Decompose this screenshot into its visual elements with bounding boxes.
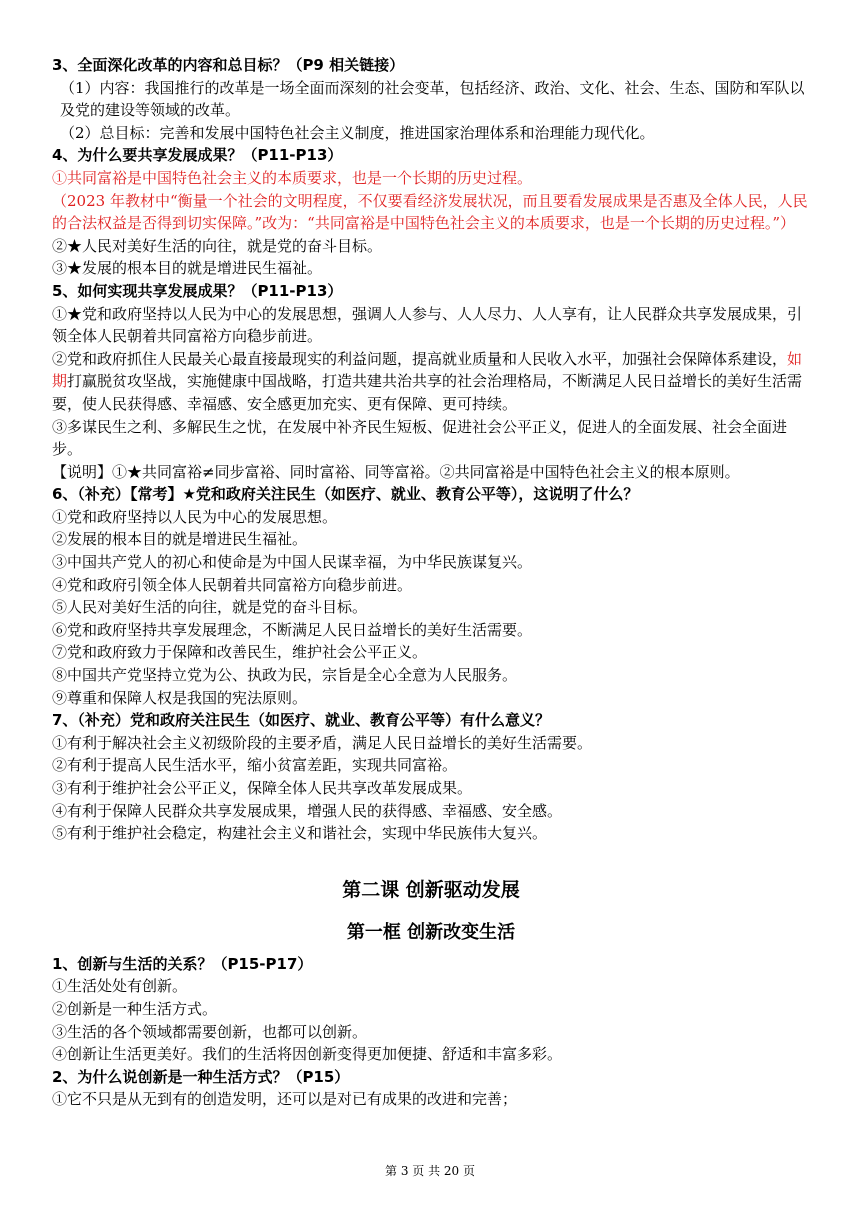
question-6-item: ⑧中国共产党坚持立党为公、执政为民，宗旨是全心全意为人民服务。 xyxy=(52,666,518,685)
question-5-point-2-highlight: 如期 xyxy=(52,349,803,391)
section-question-1-item: ①生活处处有创新。 xyxy=(52,977,188,996)
question-5-point-2 xyxy=(52,348,810,416)
document-page xyxy=(52,54,810,1111)
question-4-point-1: ①共同富裕是中国特色社会主义的本质要求，也是一个长期的历史过程。 xyxy=(52,168,533,187)
section-question-1-heading: 1、创新与生活的关系？（P15-P17） xyxy=(52,954,313,973)
lesson-title: 第二课 创新驱动发展 xyxy=(342,878,520,901)
question-3-heading: 3、全面深化改革的内容和总目标？（P9 相关链接） xyxy=(52,56,405,74)
question-6-item: ①党和政府坚持以人民为中心的发展思想。 xyxy=(52,507,338,526)
section-question-2-point-1: ①它不只是从无到有的创造发明，还可以是对已有成果的改进和完善； xyxy=(52,1090,518,1109)
question-5-heading: 5、如何实现共享发展成果？（P11-P13） xyxy=(52,281,343,300)
question-5-point-2-text-b: 打赢脱贫攻坚战，实施健康中国战略，打造共建共治共享的社会治理格局，不断满足人民日益增长的美好生活需要，使人民获得感、幸福感、安全感更加充实、更有保障、更可持续。 xyxy=(52,372,803,413)
question-7-item: ⑤有利于维护社会稳定，构建社会主义和谐社会，实现中华民族伟大复兴。 xyxy=(52,824,548,843)
question-7-item: ②有利于提高人民生活水平，缩小贫富差距，实现共同富裕。 xyxy=(52,756,458,775)
question-4-heading: 4、为什么要共享发展成果？（P11-P13） xyxy=(52,146,343,165)
question-6-item: ⑤人民对美好生活的向往，就是党的奋斗目标。 xyxy=(52,598,368,617)
section-title: 第一框 创新改变生活 xyxy=(346,921,516,943)
section-question-1-item: ④创新让生活更美好。我们的生活将因创新变得更加便捷、舒适和丰富多彩。 xyxy=(52,1045,563,1064)
section-question-2-heading: 2、为什么说创新是一种生活方式？（P15） xyxy=(52,1067,350,1086)
section-question-1-item: ②创新是一种生活方式。 xyxy=(52,999,218,1018)
question-4-point-3: ③★发展的根本目的就是增进民生福祉。 xyxy=(52,259,323,278)
question-7-heading: 7、（补充）党和政府关注民生（如医疗、就业、教育公平等）有什么意义？ xyxy=(52,711,550,730)
question-3-content: （1）内容：我国推行的改革是一场全面而深刻的社会变革，包括经济、政治、文化、社会、生态、国防和军队以及党的建设等领域的改革。 xyxy=(60,78,805,120)
question-6-item: ④党和政府引领全体人民朝着共同富裕方向稳步前进。 xyxy=(52,575,413,594)
question-4-point-2: ②★人民对美好生活的向往，就是党的奋斗目标。 xyxy=(52,236,383,255)
question-5-point-3: ③多谋民生之利、多解民生之忧，在发展中补齐民生短板、促进社会公平正义，促进人的全面发展、社会全面进步。 xyxy=(52,417,788,459)
question-3-goal: （2）总目标：完善和发展中国特色社会主义制度，推进国家治理体系和治理能力现代化。 xyxy=(60,123,655,142)
question-6-heading: 6、（补充）【常考】★党和政府关注民生（如医疗、就业、教育公平等），这说明了什么？ xyxy=(52,485,639,504)
page-footer: 第 3 页 共 20 页 xyxy=(385,1164,475,1178)
question-6-item: ⑨尊重和保障人权是我国的宪法原则。 xyxy=(52,688,308,707)
question-7-item: ③有利于维护社会公平正义，保障全体人民共享改革发展成果。 xyxy=(52,779,473,797)
question-6-item: ⑦党和政府致力于保障和改善民生，维护社会公平正义。 xyxy=(52,643,428,662)
question-6-item: ③中国共产党人的初心和使命是为中国人民谋幸福，为中华民族谋复兴。 xyxy=(52,553,533,572)
section-question-1-item: ③生活的各个领域都需要创新，也都可以创新。 xyxy=(52,1022,368,1041)
question-6-item: ⑥党和政府坚持共享发展理念，不断满足人民日益增长的美好生活需要。 xyxy=(52,620,533,639)
question-7-item: ①有利于解决社会主义初级阶段的主要矛盾，满足人民日益增长的美好生活需要。 xyxy=(52,733,593,752)
question-6-item: ②发展的根本目的就是增进民生福祉。 xyxy=(52,530,308,549)
question-7-item: ④有利于保障人民群众共享发展成果，增强人民的获得感、幸福感、安全感。 xyxy=(52,801,563,820)
question-5-note: 【说明】①★共同富裕≠同步富裕、同时富裕、同等富裕。②共同富裕是中国特色社会主义的根本原则。 xyxy=(52,462,740,481)
question-5-point-2-text-a: ②党和政府抓住人民最关心最直接最现实的利益问题，提高就业质量和人民收入水平，加强社会保障体系建设， xyxy=(52,349,788,368)
question-4-textbook-note: （2023 年教材中“衡量一个社会的文明程度，不仅要看经济发展状况，而且要看发展成果是否惠及全体人民，人民的合法权益是否得到切实保障。”改为：“共同富裕是中国特色社会主义的本质要求，也是一个长期的历史过程。”） xyxy=(52,191,808,233)
question-5-point-1: ①★党和政府坚持以人民为中心的发展思想，强调人人参与、人人尽力、人人享有，让人民群众共享发展成果，引领全体人民朝着共同富裕方向稳步前进。 xyxy=(52,304,803,346)
